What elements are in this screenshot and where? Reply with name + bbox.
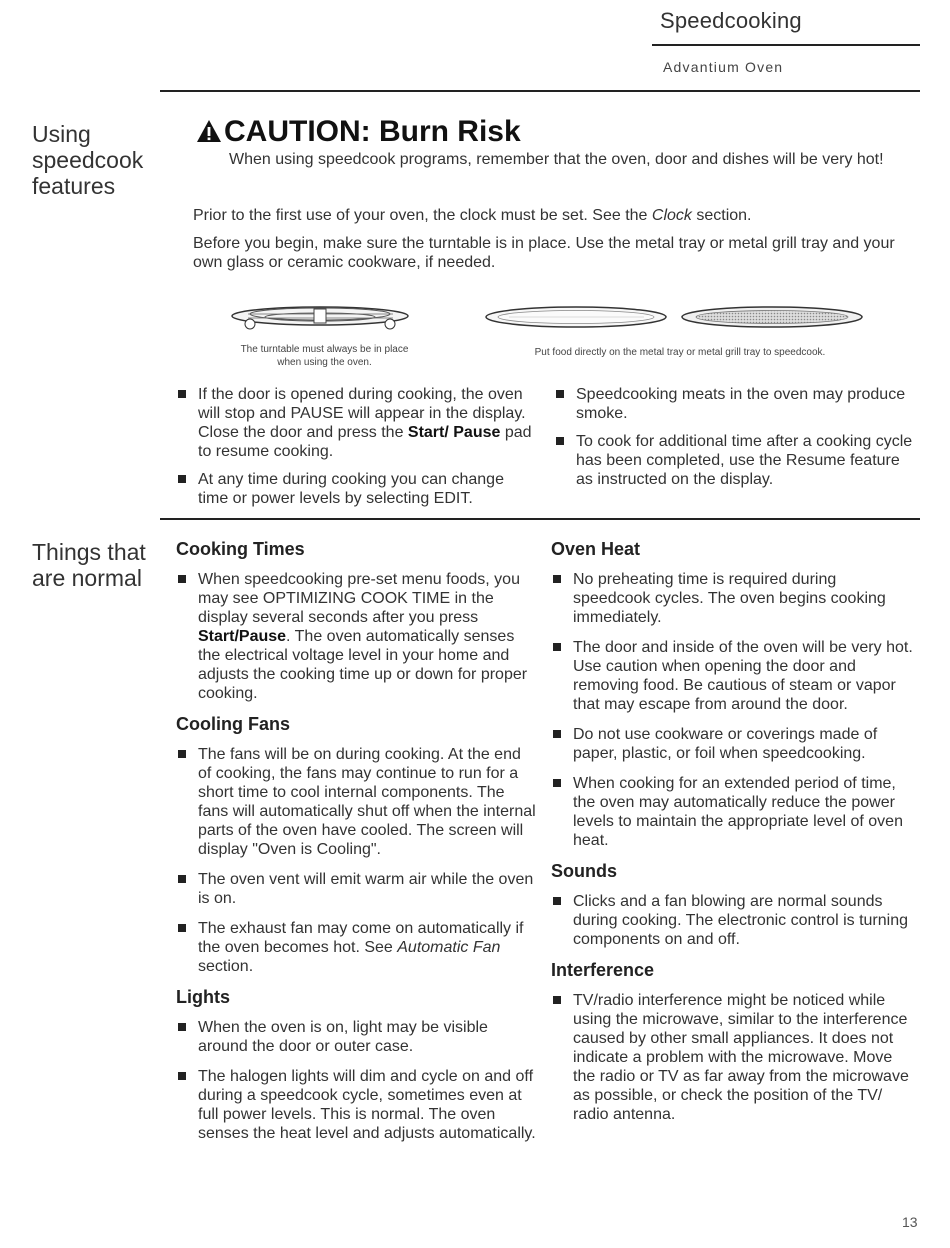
grill-tray-illustration — [680, 306, 865, 328]
side-heading-line: Things that — [32, 539, 146, 565]
cooling-fans-heading: Cooling Fans — [176, 714, 290, 734]
oven-heat-section — [551, 539, 913, 850]
list-item — [176, 919, 536, 976]
caution-text: When using speedcook programs, remember that the oven, door and dishes will be very hot! — [229, 151, 884, 168]
lights-section — [176, 987, 536, 1143]
bullet-square-icon — [553, 779, 561, 787]
side-heading-things-normal — [32, 539, 146, 591]
page-number: 13 — [902, 1214, 918, 1230]
bullet-text: The door and inside of the oven will be very hot. Use caution when opening the door and removing food. Be cautious of steam or vapor that may escape from around the door. — [573, 639, 913, 713]
bullet-square-icon — [178, 575, 186, 583]
bullet-text: The fans will be on during cooking. At the end of cooking, the fans may continue to run for a short time to cool internal components. The fans will automatically shut off when the internal parts of the oven have cooled. The screen will display "Oven is Cooling". — [198, 746, 536, 858]
side-heading-line: Using — [32, 121, 91, 147]
turntable-illustration — [228, 296, 413, 336]
list-item — [554, 432, 914, 489]
speedcook-bullets-left — [176, 385, 536, 517]
list-item — [551, 991, 913, 1124]
normal-right-column — [551, 539, 913, 1135]
bullet-square-icon — [553, 643, 561, 651]
bullet-text: Do not use cookware or coverings made of paper, plastic, or foil when speedcooking. — [573, 726, 878, 762]
sounds-section — [551, 861, 913, 949]
bullet-square-icon — [178, 475, 186, 483]
list-item — [176, 1067, 536, 1143]
bullet-text: Speedcooking meats in the oven may produce smoke. — [576, 386, 906, 422]
bullet-text: When the oven is on, light may be visible around the door or outer case. — [198, 1019, 488, 1055]
normal-left-column — [176, 539, 536, 1154]
bullet-square-icon — [178, 875, 186, 883]
side-heading-line: speedcook — [32, 147, 144, 173]
bullet-square-icon — [178, 750, 186, 758]
bullet-text: The halogen lights will dim and cycle on and off during a speedcook cycle, sometimes even at full power levels. This is normal. The oven senses the heat level and adjusts automatically. — [198, 1068, 536, 1142]
side-heading-line: features — [32, 173, 116, 199]
turntable-paragraph: Before you begin, make sure the turntable is in place. Use the metal tray or metal grill tray and your own glass or ceramic cookware, if needed. — [193, 235, 895, 271]
top-divider — [160, 90, 920, 92]
bullet-square-icon — [553, 897, 561, 905]
caution-heading — [196, 115, 521, 151]
start-pause-pad-ref: Start/Pause — [198, 628, 287, 645]
list-item — [176, 470, 536, 508]
interference-heading: Interference — [551, 960, 655, 980]
tray-caption: Put food directly on the metal tray or metal grill tray to speedcook. — [534, 347, 826, 358]
list-item — [176, 385, 536, 461]
bullet-square-icon — [553, 996, 561, 1004]
list-item — [176, 870, 536, 908]
cooling-fans-section — [176, 714, 536, 976]
list-item — [551, 638, 913, 714]
bullet-square-icon — [553, 730, 561, 738]
bullet-square-icon — [556, 390, 564, 398]
list-item — [551, 725, 913, 763]
bullet-square-icon — [178, 924, 186, 932]
page-subtitle: Advantium Oven — [663, 59, 784, 75]
bullet-square-icon — [553, 575, 561, 583]
bullet-text: No preheating time is required during speedcook cycles. The oven begins cooking immediately. — [573, 571, 886, 626]
list-item — [551, 774, 913, 850]
bullet-text: TV/radio interference might be noticed while using the microwave, similar to the interference caused by other small appliances. It does not indicate a problem with the microwave. Move the radio or TV as far away from the microwave as possible, or check the position of the TV/ radio antenna. — [573, 992, 909, 1123]
clock-paragraph-text: Prior to the first use of your oven, the clock must be set. See the — [193, 207, 652, 224]
bullet-square-icon — [178, 1023, 186, 1031]
cooking-times-section — [176, 539, 536, 703]
caution-title-text: CAUTION: Burn Risk — [224, 115, 521, 148]
list-item — [551, 570, 913, 627]
automatic-fan-ref: Automatic Fan — [397, 939, 501, 956]
bullet-text: The oven vent will emit warm air while the oven is on. — [198, 871, 534, 907]
sounds-heading: Sounds — [551, 861, 617, 881]
bullet-text: To cook for additional time after a cooking cycle has been completed, use the Resume feature as instructed on the display. — [576, 433, 913, 488]
bullet-text: The exhaust fan may come on automatically if the oven becomes hot. See — [198, 920, 524, 956]
bullet-text-end: pad to resume cooking. — [198, 424, 532, 460]
list-item — [554, 385, 914, 423]
bullet-text: If the door is opened during cooking, the oven will stop and PAUSE will appear in the display. Close the door and press the — [198, 386, 526, 441]
clock-paragraph-end: section. — [691, 207, 752, 224]
list-item — [176, 1018, 536, 1056]
list-item — [176, 745, 536, 859]
cooking-times-heading: Cooking Times — [176, 539, 305, 559]
start-pause-pad-ref: Start/ Pause — [407, 424, 501, 441]
warning-triangle-icon — [196, 117, 222, 151]
clock-paragraph — [193, 206, 913, 225]
speedcook-bullets-right — [554, 385, 914, 498]
header-rule — [652, 44, 920, 46]
bullet-text: At any time during cooking you can change time or power levels by selecting EDIT. — [198, 471, 504, 507]
oven-heat-heading: Oven Heat — [551, 539, 641, 559]
bullet-square-icon — [178, 1072, 186, 1080]
interference-section — [551, 960, 913, 1124]
turntable-caption: The turntable must always be in place when using the oven. — [240, 344, 409, 368]
bullet-text-end: . The oven automatically senses the electrical voltage level in your home and adjusts the cooking time up or down for proper cooking. — [198, 628, 528, 702]
bullet-square-icon — [556, 437, 564, 445]
bullet-square-icon — [178, 390, 186, 398]
clock-section-ref: Clock — [651, 207, 692, 224]
lights-heading: Lights — [176, 987, 230, 1007]
bullet-text-end: section. — [198, 958, 254, 975]
bullet-text: Clicks and a fan blowing are normal sounds during cooking. The electronic control is turning components on and off. — [573, 893, 908, 948]
side-heading-using-speedcook — [32, 121, 143, 199]
list-item — [176, 570, 536, 703]
side-heading-line: are normal — [32, 565, 142, 591]
bullet-text: When cooking for an extended period of time, the oven may automatically reduce the power levels to maintain the appropriate level of oven heat. — [573, 775, 903, 849]
bullet-text: When speedcooking pre-set menu foods, you may see OPTIMIZING COOK TIME in the display several seconds after you press — [198, 571, 520, 626]
metal-tray-illustration — [484, 306, 669, 328]
page-section-title: Speedcooking — [660, 8, 802, 33]
section-divider — [160, 518, 920, 520]
list-item — [551, 892, 913, 949]
